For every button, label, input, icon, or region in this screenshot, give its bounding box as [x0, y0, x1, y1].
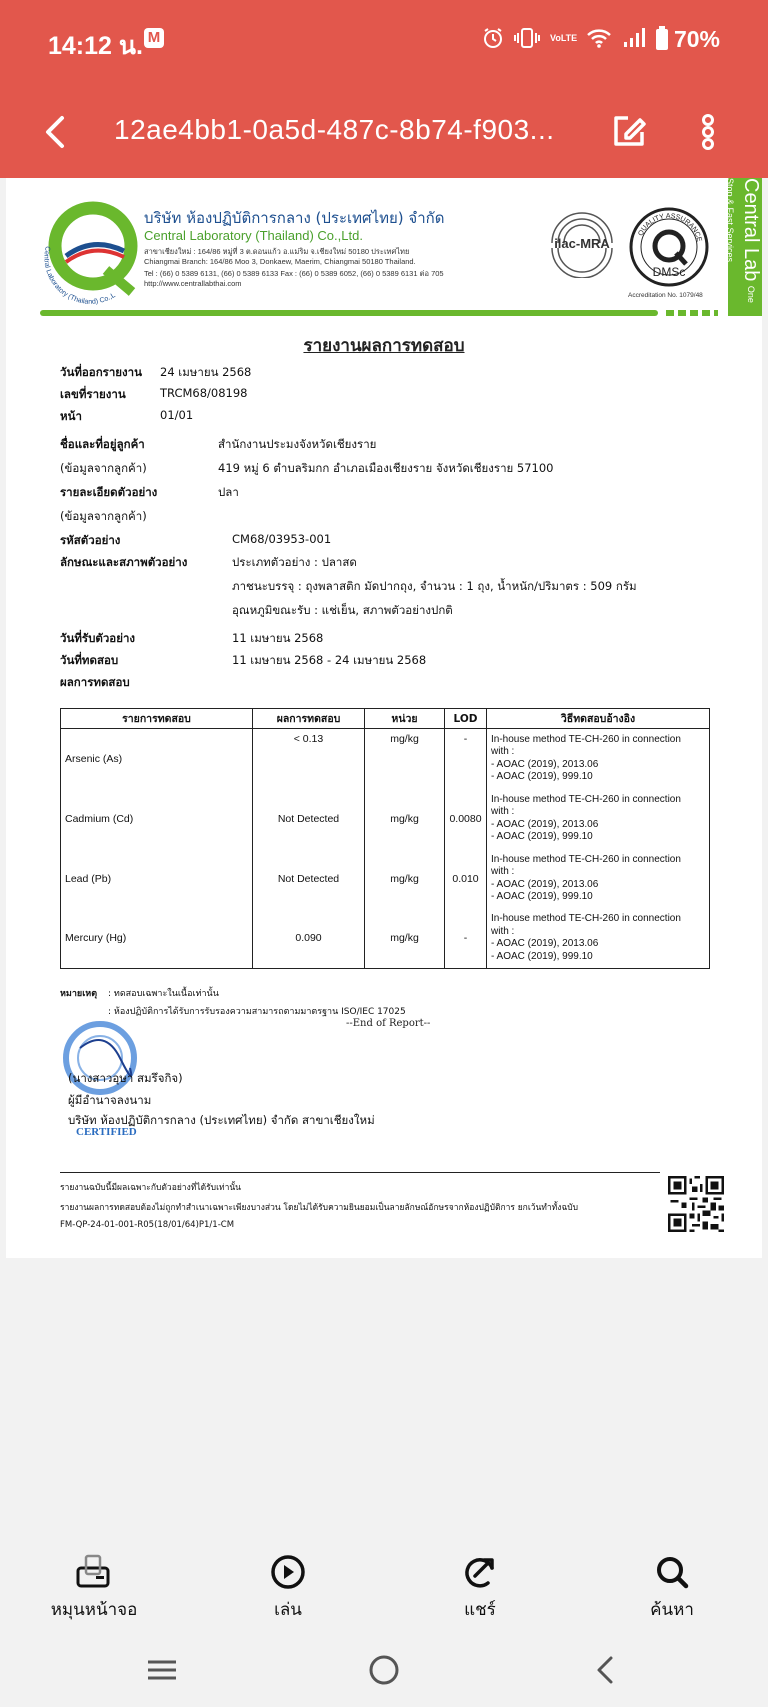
- header-result: ผลการทดสอบ: [253, 709, 365, 729]
- page-label: หน้า: [60, 409, 82, 423]
- more-options-icon[interactable]: [690, 110, 726, 154]
- header-lod: LOD: [445, 709, 487, 729]
- search-button[interactable]: [612, 1554, 732, 1623]
- test-method: [487, 789, 710, 849]
- test-result: < 0.13: [253, 729, 365, 789]
- method-line: with :: [491, 746, 515, 758]
- share-label: แชร์: [464, 1600, 496, 1620]
- test-method: [487, 729, 710, 789]
- recent-apps-icon[interactable]: [142, 1650, 182, 1690]
- nav-back-icon[interactable]: [586, 1650, 626, 1690]
- qr-code: [668, 1176, 724, 1232]
- customer-name: สำนักงานประมงจังหวัดเชียงราย: [218, 437, 377, 451]
- sample-code-label: รหัสตัวอย่าง: [60, 533, 121, 547]
- table-row: [61, 729, 710, 789]
- method-line: In-house method TE-CH-260 in connection: [491, 853, 681, 865]
- play-icon: [268, 1554, 308, 1590]
- vibrate-icon: [514, 27, 540, 49]
- test-result: Not Detected: [253, 849, 365, 909]
- test-method: [487, 849, 710, 909]
- received-date-label: วันที่รับตัวอย่าง: [60, 631, 136, 645]
- search-icon: [652, 1554, 692, 1590]
- sample-type: ประเภทตัวอย่าง : ปลาสด: [232, 555, 357, 569]
- rotate-screen-label: หมุนหน้าจอ: [50, 1600, 138, 1620]
- test-unit: mg/kg: [365, 909, 445, 969]
- table-row: [61, 789, 710, 849]
- method-line: - AOAC (2019), 999.10: [491, 891, 593, 902]
- method-line: with :: [491, 866, 515, 877]
- sample-condition-label: ลักษณะและสภาพตัวอย่าง: [60, 555, 188, 569]
- rotate-screen-button[interactable]: [34, 1554, 154, 1623]
- logo-ring-text: Central Laboratory (Thailand) Co.,L: [42, 245, 117, 306]
- method-line: In-house method TE-CH-260 in connection: [491, 793, 681, 805]
- company-name-english: Central Laboratory (Thailand) Co.,Ltd.: [144, 228, 363, 243]
- sample-detail-value: ปลา: [218, 485, 239, 499]
- end-of-report: --End of Report--: [346, 1018, 431, 1029]
- footer-separator: [60, 1172, 660, 1173]
- battery-icon: [656, 26, 668, 50]
- footer-line-1: รายงานฉบับนี้มีผลเฉพาะกับตัวอย่างที่ได้รับเท่านั้น: [60, 1183, 241, 1193]
- report-title: รายงานผลการทดสอบ: [303, 336, 465, 356]
- dmsc-ring-text: QUALITY ASSURANCE: [637, 212, 703, 243]
- method-line: - AOAC (2019), 2013.06: [491, 938, 599, 950]
- share-button[interactable]: [420, 1554, 540, 1623]
- test-lod: -: [445, 729, 487, 789]
- side-tab-title: Central Lab: [740, 178, 762, 282]
- document-page[interactable]: [6, 178, 762, 1258]
- footer-line-2: รายงานผลการทดสอบต้องไม่ถูกทำสำเนาเฉพาะเพียงบางส่วน โดยไม่ได้รับความยินยอมเป็นลายลักษณ์อักษรจากห้องปฏิบัติการ ยกเว้นทำทั้งฉบับ: [60, 1203, 579, 1213]
- edit-icon[interactable]: [606, 110, 650, 154]
- method-line: - AOAC (2019), 2013.06: [491, 758, 599, 770]
- test-date-label: วันที่ทดสอบ: [60, 653, 119, 667]
- side-tab-subtitle: One Stop & Fast Services: [725, 178, 756, 303]
- document-title: 12ae4bb1-0a5d-487c-8b74-f903...: [114, 114, 555, 145]
- remark-2: : ห้องปฏิบัติการได้รับการรับรองความสามารถตามมาตรฐาน ISO/IEC 17025: [108, 1007, 406, 1017]
- test-lod: 0.010: [445, 849, 487, 909]
- method-line: In-house method TE-CH-260 in connection: [491, 913, 681, 925]
- test-item: Mercury (Hg): [61, 909, 253, 969]
- issue-date-label: วันที่ออกรายงาน: [60, 365, 142, 379]
- wifi-icon: [586, 27, 612, 49]
- signer-company: บริษัท ห้องปฏิบัติการกลาง (ประเทศไทย) จำกัด สาขาเชียงใหม่: [68, 1113, 375, 1127]
- customer-note: (ข้อมูลจากลูกค้า): [60, 461, 147, 475]
- table-header-row: [61, 709, 710, 729]
- sample-detail-label: รายละเอียดตัวอย่าง: [60, 485, 158, 499]
- report-no-label: เลขที่รายงาน: [60, 387, 126, 401]
- issue-date-value: 24 เมษายน 2568: [160, 365, 252, 379]
- method-line: - AOAC (2019), 999.10: [491, 771, 593, 783]
- form-code: FM-QP-24-01-001-R05(18/01/64)P1/1-CM: [60, 1220, 235, 1230]
- header-unit: หน่วย: [365, 709, 445, 729]
- rotate-screen-icon: [74, 1554, 114, 1590]
- test-item: Lead (Pb): [61, 849, 253, 909]
- central-lab-side-tab: [725, 178, 762, 316]
- test-date-value: 11 เมษายน 2568 - 24 เมษายน 2568: [232, 653, 427, 667]
- header-divider-dashes: [666, 310, 718, 316]
- header-test-item: รายการทดสอบ: [61, 709, 253, 729]
- system-navigation-bar: [0, 1632, 768, 1707]
- mail-notification-icon: M: [144, 28, 164, 48]
- battery-percent: 70%: [673, 26, 720, 52]
- central-lab-logo: [36, 196, 146, 306]
- table-row: [61, 849, 710, 909]
- address-line-web: http://www.centrallabthai.com: [144, 279, 242, 288]
- report-no-value: TRCM68/08198: [160, 386, 248, 400]
- dmsc-label: DMSc: [652, 265, 686, 279]
- method-line: - AOAC (2019), 999.10: [491, 950, 593, 962]
- status-icons: [482, 26, 668, 50]
- test-result: 0.090: [253, 909, 365, 969]
- header-divider: [40, 310, 658, 316]
- page-value: 01/01: [160, 408, 194, 422]
- header-method: วิธีทดสอบอ้างอิง: [487, 709, 710, 729]
- home-icon[interactable]: [364, 1650, 404, 1690]
- share-icon: [460, 1554, 500, 1590]
- test-result: Not Detected: [253, 789, 365, 849]
- test-item: Arsenic (As): [61, 729, 253, 789]
- received-date-value: 11 เมษายน 2568: [232, 631, 324, 645]
- customer-address: 419 หมู่ 6 ตำบลริมกก อำเภอเมืองเชียงราย จังหวัดเชียงราย 57100: [218, 461, 554, 475]
- address-line-tel: Tel : (66) 0 5389 6131, (66) 0 5389 6133 Fax : (66) 0 5389 6052, (66) 0 5389 6131 ต่อ 705: [144, 269, 444, 278]
- results-table: [60, 708, 710, 969]
- volte-icon: VoLTE: [550, 33, 578, 43]
- method-line: - AOAC (2019), 999.10: [491, 831, 593, 842]
- test-item: Cadmium (Cd): [61, 789, 253, 849]
- sample-detail-note: (ข้อมูลจากลูกค้า): [60, 509, 147, 523]
- search-label: ค้นหา: [650, 1600, 694, 1620]
- table-row: [61, 909, 710, 969]
- company-name-thai: บริษัท ห้องปฏิบัติการกลาง (ประเทศไทย) จำกัด: [144, 209, 445, 227]
- ilac-mra-label: ilac-MRA: [554, 236, 610, 251]
- certified-label: CERTIFIED: [76, 1126, 137, 1138]
- test-method: [487, 909, 710, 969]
- play-label: เล่น: [274, 1600, 302, 1620]
- play-button[interactable]: [228, 1554, 348, 1623]
- signer-title: ผู้มีอำนาจลงนาม: [68, 1093, 152, 1107]
- remark-1: : ทดสอบเฉพาะในเนื้อเท่านั้น: [108, 989, 219, 999]
- status-bar: [0, 0, 768, 86]
- test-lod: -: [445, 909, 487, 969]
- method-line: with :: [491, 806, 515, 817]
- signer-name: (นางสาวอุษา สมรึจกิจ): [68, 1071, 183, 1085]
- dmsc-quality-assurance-seal: [628, 206, 710, 288]
- remarks-label: หมายเหตุ: [60, 989, 98, 999]
- method-line: - AOAC (2019), 2013.06: [491, 818, 599, 830]
- sample-temperature: อุณหภูมิขณะรับ : แช่เย็น, สภาพตัวอย่างปกติ: [232, 603, 453, 617]
- back-arrow-icon[interactable]: [34, 110, 78, 154]
- alarm-icon: [482, 27, 504, 49]
- test-unit: mg/kg: [365, 729, 445, 789]
- test-lod: 0.0080: [445, 789, 487, 849]
- signal-icon: [622, 27, 646, 49]
- address-line-en: Chiangmai Branch: 164/86 Moo 3, Donkaew, Maerim, Chiangmai 50180 Thailand.: [144, 257, 416, 266]
- sample-code-value: CM68/03953-001: [232, 532, 332, 546]
- test-unit: mg/kg: [365, 849, 445, 909]
- status-time: 14:12 น.: [48, 32, 143, 60]
- bottom-action-bar: [0, 1536, 768, 1632]
- accreditation-number: Accreditation No. 1079/48: [628, 292, 703, 299]
- method-line: - AOAC (2019), 2013.06: [491, 878, 599, 890]
- method-line: In-house method TE-CH-260 in connection: [491, 733, 681, 745]
- customer-label: ชื่อและที่อยู่ลูกค้า: [60, 437, 145, 451]
- app-bar: [0, 86, 768, 178]
- address-line-th: สาขาเชียงใหม่ : 164/86 หมู่ที่ 3 ต.ดอนแก้ว อ.แม่ริม จ.เชียงใหม่ 50180 ประเทศไทย: [144, 247, 410, 256]
- results-label: ผลการทดสอบ: [60, 675, 130, 689]
- method-line: with :: [491, 925, 515, 937]
- test-unit: mg/kg: [365, 789, 445, 849]
- sample-container: ภาชนะบรรจุ : ถุงพลาสติก มัดปากถุง, จำนวน : 1 ถุง, น้ำหนัก/ปริมาตร : 509 กรัม: [232, 579, 637, 593]
